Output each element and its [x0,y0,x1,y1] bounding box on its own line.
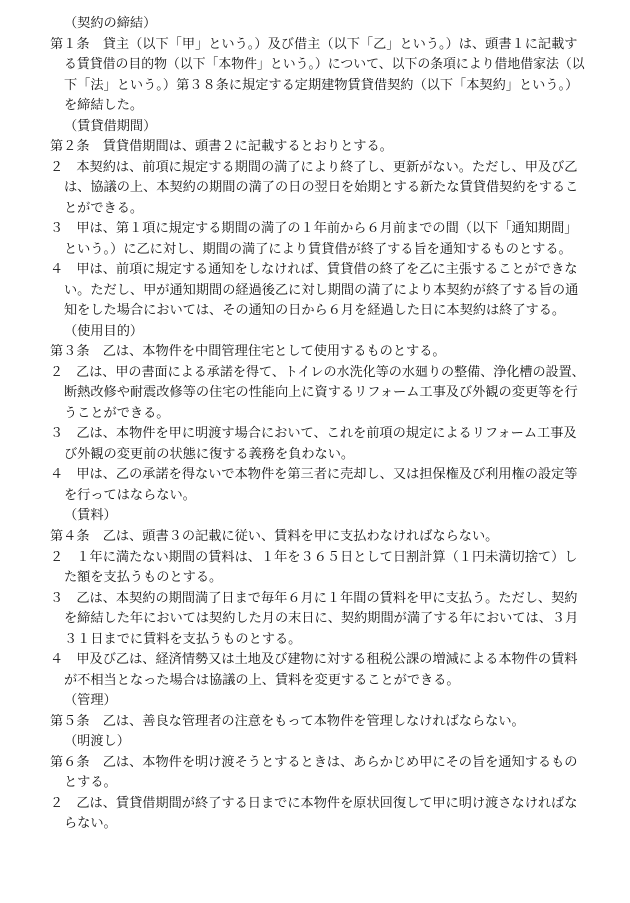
article-heading: （賃料） [64,508,117,524]
clause-continuation-line: が不相当となった場合は協議の上、賃料を変更することができる。 [64,672,460,688]
clause-continuation-line: 下「法」という。）第３８条に規定する定期建物賃貸借契約（以下「本契約」という。） [64,77,579,93]
clause-continuation-line: らない。 [64,816,117,832]
clause-first-line: ４ 甲及び乙は、経済情勢又は土地及び建物に対する租税公課の増減による本物件の賃料 [50,652,578,668]
clause-continuation-line: 知をした場合においては、その通知の日から６月を経過した日に本契約は終了する。 [64,303,566,319]
article-heading: （明渡し） [64,734,130,750]
clause-first-line: ２ 本契約は、前項に規定する期間の満了により終了し、更新がない。ただし、甲及び乙 [50,159,578,175]
clause-first-line: ４ 甲は、乙の承諾を得ないで本物件を第三者に売却し、又は担保権及び利用権の設定等 [50,467,578,483]
clause-continuation-line: うことができる。 [64,405,170,421]
clause-continuation-line: を締結した。 [64,98,144,114]
clause-continuation-line: い。ただし、甲が通知期間の経過後乙に対し期間の満了により本契約が終了する旨の通 [64,282,579,298]
clause-first-line: ２ １年に満たない期間の賃料は、１年を３６５日として日割計算（１円未満切捨て）し [50,549,578,565]
clause-continuation-line: とができる。 [64,200,144,216]
clause-first-line: 第４条 乙は、頭書３の記載に従い、賃料を甲に支払わなければならない。 [50,529,499,544]
clause-continuation-line: び外観の変更前の状態に復する義務を負わない。 [64,446,355,462]
clause-continuation-line: は、協議の上、本契約の期間の満了の日の翌日を始期とする新たな賃貸借契約をするこ [64,180,579,196]
article-heading: （管理） [64,693,117,709]
clause-continuation-line: 断熱改修や耐震改修等の住宅の性能向上に資するリフォーム工事及び外観の変更等を行 [64,385,578,401]
clause-continuation-line: とする。 [64,775,117,791]
clause-continuation-line: という。）に乙に対し、期間の満了により賃貸借が終了する旨を通知するものとする。 [64,241,572,257]
clause-continuation-line: を行ってはならない。 [64,487,196,503]
article-heading: （契約の締結） [64,16,157,31]
clause-first-line: 第３条 乙は、本物件を中間管理住宅として使用するものとする。 [50,344,446,360]
clause-continuation-line: を締結した年においては契約した月の末日に、契約期間が満了する年においては、３月 [64,611,579,627]
clause-first-line: ２ 乙は、賃貸借期間が終了する日までに本物件を原状回復して甲に明け渡さなければな [50,795,578,811]
clause-first-line: 第５条 乙は、善良な管理者の注意をもって本物件を管理しなければならない。 [50,713,525,729]
clause-first-line: 第１条 貸主（以下「甲」という。）及び借主（以下「乙」という。）は、頭書１に記載す [50,36,578,52]
clause-first-line: ３ 甲は、第１項に規定する期間の満了の１年前から６月前までの間（以下「通知期間」 [50,221,578,237]
clause-first-line: ３ 乙は、本物件を甲に明渡す場合において、これを前項の規定によるリフォーム工事及 [50,426,577,442]
clause-continuation-line: ３１日までに賃料を支払うものとする。 [64,631,302,647]
clause-continuation-line: る賃貸借の目的物（以下「本物件」という。）について、以下の条項により借地借家法（以 [64,57,585,73]
clause-first-line: ２ 乙は、甲の書面による承諾を得て、トイレの水洗化等の水廻りの整備、浄化槽の設置、 [50,364,585,380]
article-heading: （使用目的） [64,323,144,339]
article-heading: （賃貸借期間） [64,118,157,134]
clause-first-line: 第２条 賃貸借期間は、頭書２に記載するとおりとする。 [50,139,393,155]
clause-first-line: ３ 乙は、本契約の期間満了日まで毎年６月に１年間の賃料を甲に支払う。ただし、契約 [50,590,578,606]
clause-first-line: ４ 甲は、前項に規定する通知をしなければ、賃貸借の終了を乙に主張することができな [50,262,578,278]
clause-continuation-line: た額を支払うものとする。 [64,570,223,586]
clause-first-line: 第６条 乙は、本物件を明け渡そうとするときは、あらかじめ甲にその旨を通知するもの [50,754,578,770]
